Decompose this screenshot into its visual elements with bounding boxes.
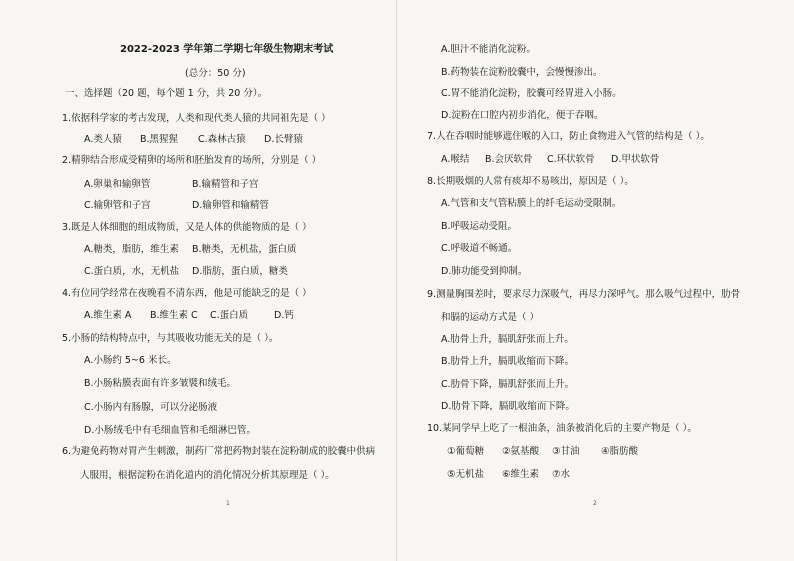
q5-option-b: B.小肠粘膜表面有许多皱襞和绒毛。 bbox=[84, 378, 237, 389]
question-6-stem-line-1: 6.为避免药物对胃产生刺激，制药厂常把药物封装在淀粉制成的胶囊中供病 bbox=[62, 446, 376, 457]
q10-item-2: ②氨基酸 bbox=[502, 446, 540, 457]
q7-option-a: A.喉结 bbox=[441, 154, 470, 165]
question-9-stem-line-1: 9.测量胸围差时，要求尽力深吸气，再尽力深呼气。那么吸气过程中，肋骨 bbox=[427, 289, 741, 300]
q3-option-c: C.蛋白质，水，无机盐 bbox=[84, 266, 180, 277]
question-1-options bbox=[84, 134, 303, 145]
total-score: (总分：50 分) bbox=[185, 68, 246, 79]
question-4-options bbox=[84, 310, 294, 321]
question-10-items-row-1 bbox=[447, 446, 638, 457]
question-10-stem: 10.某同学早上吃了一根油条，油条被消化后的主要产物是（ ）。 bbox=[427, 423, 697, 434]
q3-option-a: A.糖类，脂肪，维生素 bbox=[84, 244, 179, 255]
q6-option-c: C.胃不能消化淀粉，胶囊可经胃进入小肠。 bbox=[441, 88, 622, 99]
q3-option-b: B.糖类，无机盐，蛋白质 bbox=[192, 244, 297, 255]
q1-option-d: D.长臂猿 bbox=[264, 134, 303, 145]
q4-option-b: B.维生素 C bbox=[150, 310, 198, 321]
page-1 bbox=[0, 0, 396, 561]
question-9-stem-line-2: 和膈的运动方式是（ ） bbox=[441, 312, 540, 323]
q4-option-c: C.蛋白质 bbox=[210, 310, 249, 321]
q10-item-1: ①葡萄糖 bbox=[447, 446, 485, 457]
question-5-stem: 5.小肠的结构特点中，与其吸收功能无关的是（ ）。 bbox=[62, 333, 279, 344]
q7-option-b: B.会厌软骨 bbox=[485, 154, 533, 165]
q1-option-a: A.类人猿 bbox=[84, 134, 122, 145]
q9-option-d: D.肋骨下降，膈肌收缩而下降。 bbox=[441, 401, 575, 412]
question-8-stem: 8.长期吸烟的人常有痰却不易咳出，原因是（ ）。 bbox=[427, 176, 634, 187]
q5-option-a: A.小肠约 5~6 米长。 bbox=[84, 355, 177, 366]
q8-option-a: A.气管和支气管粘膜上的纤毛运动受限制。 bbox=[441, 198, 622, 209]
exam-title: 2022-2023 学年第二学期七年级生物期末考试 bbox=[120, 44, 334, 55]
page-number-1: 1 bbox=[226, 500, 230, 507]
q8-option-c: C.呼吸道不畅通。 bbox=[441, 243, 518, 254]
question-4-stem: 4.有位同学经常在夜晚看不清东西，他是可能缺乏的是（ ） bbox=[62, 288, 312, 299]
page-2 bbox=[397, 0, 794, 561]
q4-option-d: D.钙 bbox=[274, 310, 294, 321]
q5-option-d: D.小肠绒毛中有毛细血管和毛细淋巴管。 bbox=[84, 425, 256, 436]
q10-item-4: ④脂肪酸 bbox=[601, 446, 639, 457]
q2-option-c: C.输卵管和子宫 bbox=[84, 200, 151, 211]
q9-option-b: B.肋骨上升，膈肌收缩而下降。 bbox=[441, 356, 575, 367]
q7-option-d: D.甲状软骨 bbox=[611, 154, 660, 165]
question-7-options bbox=[441, 154, 659, 165]
q8-option-d: D.肺功能受到抑制。 bbox=[441, 266, 528, 277]
q1-option-c: C.森林古猿 bbox=[198, 134, 246, 145]
q2-option-a: A.卵巢和输卵管 bbox=[84, 179, 151, 190]
q10-item-7: ⑦水 bbox=[552, 469, 571, 480]
q10-item-5: ⑤无机盐 bbox=[447, 469, 485, 480]
q6-option-a: A.胆汁不能消化淀粉。 bbox=[441, 44, 536, 55]
q3-option-d: D.脂肪，蛋白质，糖类 bbox=[192, 266, 288, 277]
q1-option-b: B.黑猩猩 bbox=[140, 134, 179, 145]
question-1-stem: 1.依据科学家的考古发现，人类和现代类人猿的共同祖先是（ ） bbox=[62, 113, 331, 124]
section-heading: 一、选择题（20 题，每个题 1 分，共 20 分）。 bbox=[65, 88, 268, 99]
q8-option-b: B.呼吸运动受阻。 bbox=[441, 221, 518, 232]
question-3-stem: 3.既是人体细胞的组成物质，又是人体的供能物质的是（ ） bbox=[62, 222, 312, 233]
question-6-stem-line-2: 人服用，根据淀粉在消化道内的消化情况分析其原理是（ ）。 bbox=[80, 470, 335, 481]
q2-option-b: B.输精管和子宫 bbox=[192, 179, 259, 190]
q9-option-c: C.肋骨下降，膈肌舒张而上升。 bbox=[441, 379, 575, 390]
q4-option-a: A.维生素 A bbox=[84, 310, 132, 321]
q10-item-6: ⑥维生素 bbox=[502, 469, 540, 480]
q6-option-b: B.药物装在淀粉胶囊中，会慢慢渗出。 bbox=[441, 67, 603, 78]
question-2-stem: 2.精卵结合形成受精卵的场所和胚胎发育的场所，分别是（ ） bbox=[62, 155, 322, 166]
q10-item-3: ③甘油 bbox=[552, 446, 580, 457]
q7-option-c: C.环状软骨 bbox=[547, 154, 595, 165]
question-7-stem: 7.人在吞咽时能够遮住喉的入口，防止食物进入气管的结构是（ ）。 bbox=[427, 131, 710, 142]
q2-option-d: D.输卵管和输精管 bbox=[192, 200, 269, 211]
page-number-2: 2 bbox=[593, 500, 597, 507]
question-10-items-row-2 bbox=[447, 469, 570, 480]
q6-option-d: D.淀粉在口腔内初步消化，便于吞咽。 bbox=[441, 110, 604, 121]
q9-option-a: A.肋骨上升，膈肌舒张而上升。 bbox=[441, 334, 574, 345]
q5-option-c: C.小肠内有肠腺，可以分泌肠液 bbox=[84, 402, 218, 413]
